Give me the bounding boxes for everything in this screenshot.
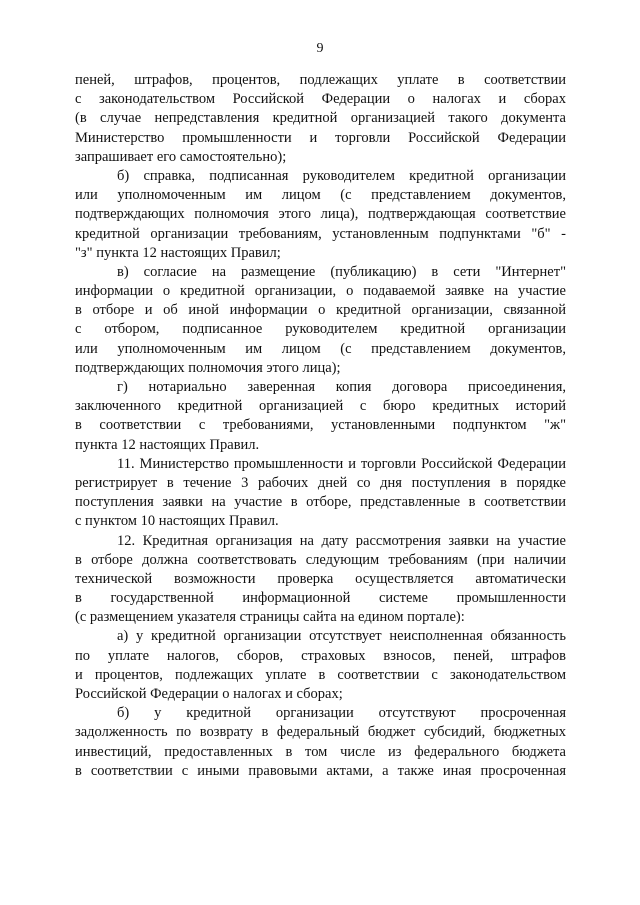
text-line: инвестиций, предоставленных в том числе из федерального бюджета xyxy=(75,743,566,760)
text-line: заключенного кредитной организацией с бюро кредитных историй xyxy=(75,398,566,415)
page-number: 9 xyxy=(316,41,324,56)
text-line: 12. Кредитная организация на дату рассмотрения заявки на участие xyxy=(117,532,566,549)
text-line: по уплате налогов, сборов, страховых взносов, пеней, штрафов xyxy=(75,647,566,664)
text-line: задолженность по возврату в федеральный бюджет субсидий, бюджетных xyxy=(75,724,566,741)
text-line: информации о кредитной организации, о подаваемой заявке на участие xyxy=(75,283,566,300)
text-line: или уполномоченным им лицом (с представлением документов, xyxy=(75,340,566,357)
text-line: регистрирует в течение 3 рабочих дней со дня поступления в порядке xyxy=(75,474,566,491)
text-line: (в случае непредставления кредитной организацией такого документа xyxy=(75,110,566,127)
text-line: кредитной организации требованиям, установленным подпунктами "б" - xyxy=(75,225,566,242)
text-line: б) справка, подписанная руководителем кредитной организации xyxy=(117,167,566,184)
document-body xyxy=(75,71,566,781)
text-line: пеней, штрафов, процентов, подлежащих уплате в соответствии xyxy=(75,72,566,88)
text-line: подтверждающих полномочия этого лица), подтверждающая соответствие xyxy=(75,206,566,223)
text-line: в отборе должна соответствовать следующим требованиям (при наличии xyxy=(75,551,566,568)
text-line: 11. Министерство промышленности и торговли Российской Федерации xyxy=(117,455,566,472)
text-line: технической возможности проверка осуществляется автоматически xyxy=(75,570,566,587)
text-line: или уполномоченным им лицом (с представлением документов, xyxy=(75,187,566,204)
text-line: г) нотариально заверенная копия договора присоединения, xyxy=(117,379,566,395)
text-line: с законодательством Российской Федерации о налогах и сборах xyxy=(75,91,566,108)
text-line: (с размещением указателя страницы сайта на едином портале): xyxy=(75,609,465,626)
text-line: в отборе и об иной информации о кредитной организации, связанной xyxy=(75,302,566,319)
text-line: запрашивает его самостоятельно); xyxy=(75,148,287,165)
text-line: Министерство промышленности и торговли Российской Федерации xyxy=(75,129,566,146)
text-line: и процентов, подлежащих уплате в соответствии с законодательством xyxy=(75,666,566,683)
text-line: Российской Федерации о налогах и сборах; xyxy=(75,686,343,702)
text-line: а) у кредитной организации отсутствует неисполненная обязанность xyxy=(117,628,566,645)
text-line: в соответствии с требованиями, установленными подпунктом "ж" xyxy=(75,417,566,434)
text-line: б) у кредитной организации отсутствуют просроченная xyxy=(117,705,566,722)
text-line: с отбором, подписанное руководителем кредитной организации xyxy=(75,321,566,338)
text-line: пункта 12 настоящих Правил. xyxy=(75,436,260,453)
text-line: в) согласие на размещение (публикацию) в сети "Интернет" xyxy=(117,263,566,280)
text-line: в государственной информационной системе промышленности xyxy=(75,590,566,607)
text-line: в соответствии с иными правовыми актами, а также иная просроченная xyxy=(75,762,566,779)
text-line: подтверждающих полномочия этого лица); xyxy=(75,359,341,376)
text-line: "з" пункта 12 настоящих Правил; xyxy=(75,244,281,261)
text-line: поступления заявки на участие в отборе, представленные в соответствии xyxy=(75,494,566,511)
text-line: с пунктом 10 настоящих Правил. xyxy=(75,513,279,530)
